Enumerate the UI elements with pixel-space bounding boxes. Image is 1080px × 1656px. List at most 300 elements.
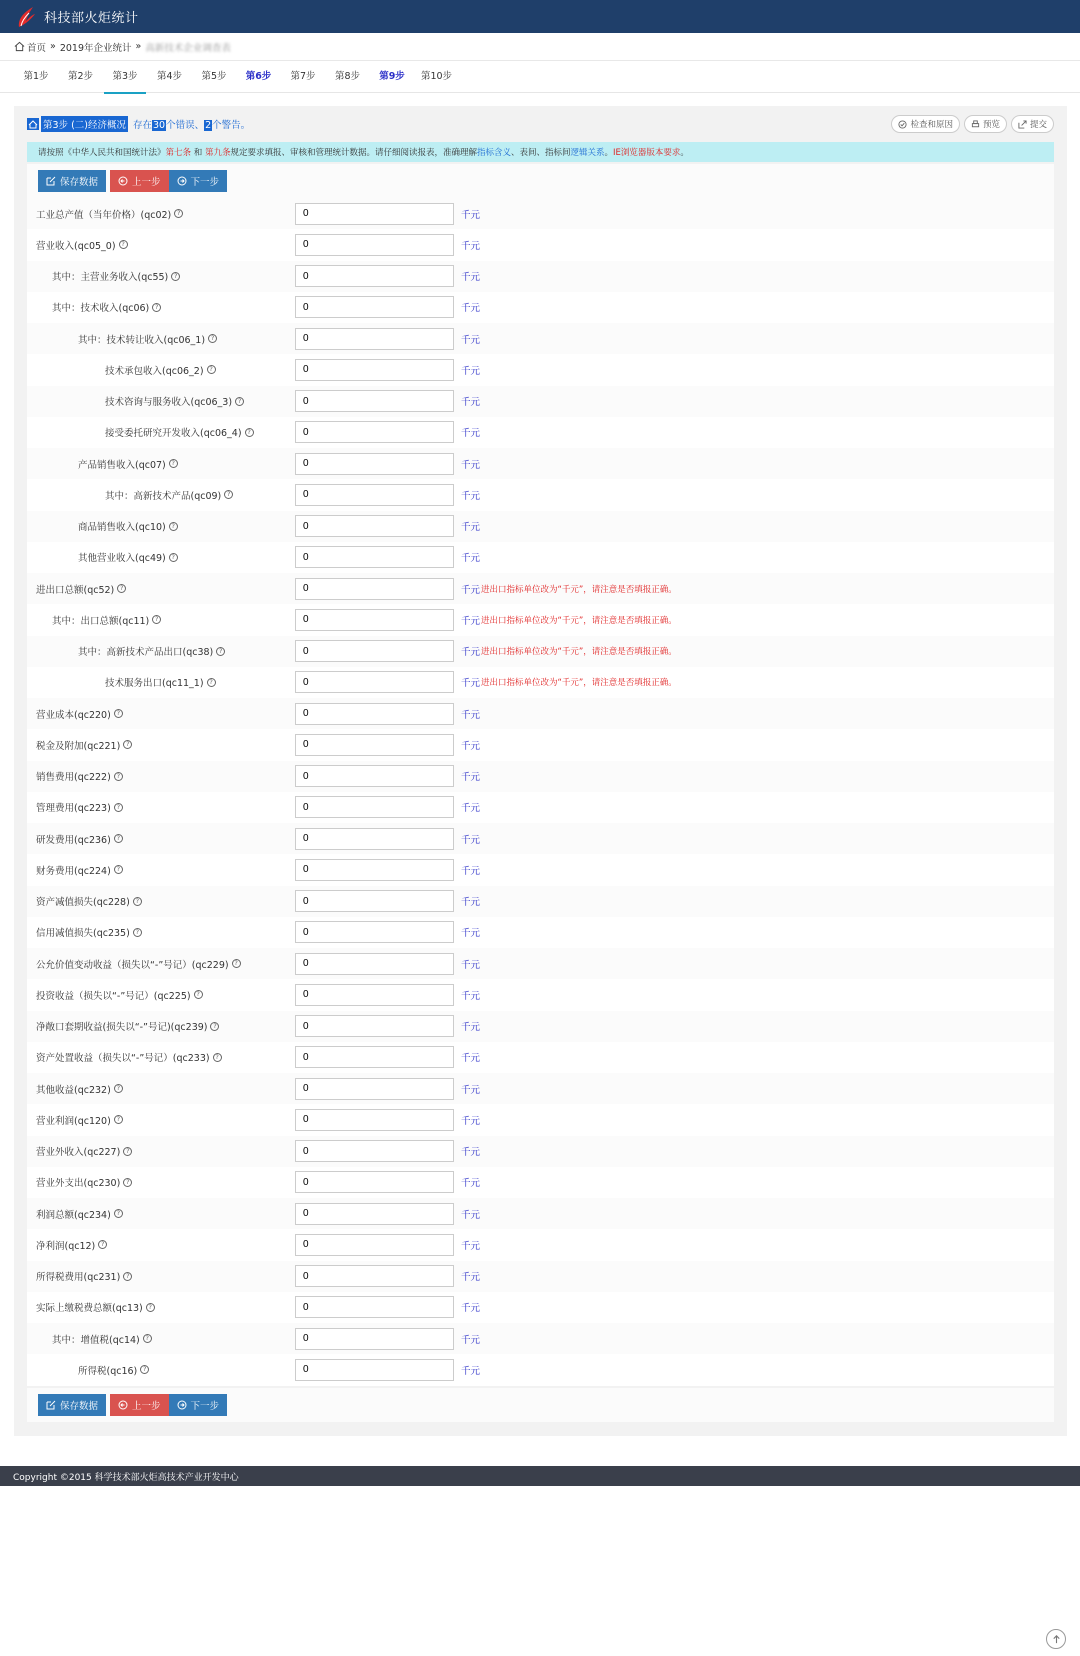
unit-label[interactable]: 千元 xyxy=(461,365,481,377)
field-label-text: 其中：高新技术产品出口(qc38) xyxy=(78,647,214,659)
field-label-text: 接受委托研究开发收入(qc06_4) xyxy=(105,428,242,440)
help-icon[interactable]: ? xyxy=(235,397,244,406)
field-label xyxy=(27,1019,219,1033)
help-icon[interactable]: ? xyxy=(114,865,123,874)
unit-label[interactable]: 千元 xyxy=(461,772,481,784)
form-row xyxy=(27,198,1054,229)
unit-label[interactable]: 千元 xyxy=(461,1303,481,1315)
form-row xyxy=(27,1292,1054,1323)
unit-label[interactable]: 千元 xyxy=(461,615,481,627)
notice-and: 和 xyxy=(191,148,205,158)
help-icon[interactable]: ? xyxy=(98,1240,107,1249)
help-icon[interactable]: ? xyxy=(169,522,178,531)
field-label xyxy=(27,1144,132,1158)
field-label-text: 净敞口套期收益(损失以“-”号记)(qc239) xyxy=(36,1022,208,1034)
field-input[interactable] xyxy=(295,828,454,850)
unit-label[interactable]: 千元 xyxy=(461,959,481,971)
unit-warning-text: 进出口指标单位改为“千元”，请注意是否填报正确。 xyxy=(481,584,677,595)
form-row xyxy=(27,667,1054,698)
form-row xyxy=(27,1167,1054,1198)
field-input[interactable] xyxy=(295,265,454,287)
check-circle-icon xyxy=(898,120,907,129)
top-bar xyxy=(0,0,1080,33)
stat-prefix: 存在 xyxy=(132,120,152,131)
prev-step-label: 上一步 xyxy=(132,1400,161,1412)
help-icon[interactable]: ? xyxy=(169,459,178,468)
save-label: 保存数据 xyxy=(60,1400,99,1412)
field-label xyxy=(27,519,178,533)
field-label-text: 其他收益(qc232) xyxy=(36,1084,111,1096)
field-input[interactable] xyxy=(295,390,454,412)
notice-article-7-link[interactable]: 第七条 xyxy=(165,148,192,158)
unit-label[interactable]: 千元 xyxy=(461,303,481,315)
field-label xyxy=(27,1332,152,1346)
field-input[interactable] xyxy=(295,1015,454,1037)
unit-label[interactable]: 千元 xyxy=(461,1178,481,1190)
help-icon[interactable]: ? xyxy=(216,647,225,656)
field-label xyxy=(27,550,178,564)
field-input[interactable] xyxy=(295,609,454,631)
section-title: 第3步 (二)经济概况 xyxy=(41,116,128,132)
unit-label[interactable]: 千元 xyxy=(461,678,481,690)
step-tab-8[interactable]: 第8步 xyxy=(334,70,361,82)
unit-label[interactable]: 千元 xyxy=(461,1272,481,1284)
step-tab-2[interactable]: 第2步 xyxy=(67,70,94,82)
field-label xyxy=(27,613,161,627)
field-label-text: 信用减值损失(qc235) xyxy=(36,928,130,940)
form-row xyxy=(27,323,1054,354)
field-input[interactable] xyxy=(295,453,454,475)
field-input[interactable] xyxy=(295,1328,454,1350)
unit-label[interactable]: 千元 xyxy=(461,490,481,502)
unit-label[interactable]: 千元 xyxy=(461,709,481,721)
form-row xyxy=(27,292,1054,323)
save-button-bottom[interactable] xyxy=(38,1394,106,1416)
field-input[interactable] xyxy=(295,640,454,662)
help-icon[interactable]: ? xyxy=(114,803,123,812)
field-input[interactable] xyxy=(295,859,454,881)
help-icon[interactable]: ? xyxy=(123,1147,132,1156)
next-step-label: 下一步 xyxy=(190,1400,220,1412)
edit-icon xyxy=(46,1400,56,1410)
help-icon[interactable]: ? xyxy=(133,928,142,937)
unit-label[interactable]: 千元 xyxy=(461,1147,481,1159)
help-icon[interactable]: ? xyxy=(232,959,241,968)
help-icon[interactable]: ? xyxy=(207,365,216,374)
field-input[interactable] xyxy=(295,671,454,693)
preview-button[interactable] xyxy=(964,115,1007,133)
field-label-text: 其他营业收入(qc49) xyxy=(78,553,166,565)
home-flag-icon xyxy=(27,118,39,130)
field-label xyxy=(27,1113,123,1127)
form-row xyxy=(27,604,1054,635)
form-row xyxy=(27,948,1054,979)
field-input[interactable] xyxy=(295,578,454,600)
field-input[interactable] xyxy=(295,484,454,506)
field-label-text: 公允价值变动收益（损失以“-”号记）(qc229) xyxy=(36,959,229,971)
field-input[interactable] xyxy=(295,1234,454,1256)
field-label xyxy=(27,863,123,877)
unit-label[interactable]: 千元 xyxy=(461,1084,481,1096)
unit-label[interactable]: 千元 xyxy=(461,1334,481,1346)
help-icon[interactable]: ? xyxy=(114,834,123,843)
field-label xyxy=(27,644,225,658)
next-step-button[interactable] xyxy=(169,170,228,192)
field-label-text: 其中：出口总额(qc11) xyxy=(52,615,150,627)
unit-label[interactable]: 千元 xyxy=(461,865,481,877)
economic-fields-list xyxy=(27,198,1054,1386)
form-row xyxy=(27,229,1054,260)
form-row xyxy=(27,1104,1054,1135)
help-icon[interactable]: ? xyxy=(123,1178,132,1187)
unit-label[interactable]: 千元 xyxy=(461,553,481,565)
prev-step-button-bottom[interactable] xyxy=(110,1394,169,1416)
unit-label[interactable]: 千元 xyxy=(461,803,481,815)
field-input[interactable] xyxy=(295,1109,454,1131)
step-tab-3[interactable]: 第3步 xyxy=(103,61,147,93)
field-input[interactable] xyxy=(295,359,454,381)
export-icon xyxy=(1018,120,1027,129)
unit-warning-text: 进出口指标单位改为“千元”，请注意是否填报正确。 xyxy=(481,615,677,626)
help-icon[interactable]: ? xyxy=(210,1022,219,1031)
field-input[interactable] xyxy=(295,765,454,787)
notice-text-4: 。 xyxy=(604,148,614,158)
form-row xyxy=(27,354,1054,385)
help-icon[interactable]: ? xyxy=(114,772,123,781)
unit-label[interactable]: 千元 xyxy=(461,1022,481,1034)
field-label-text: 其中：技术转让收入(qc06_1) xyxy=(78,334,206,346)
unit-label[interactable]: 千元 xyxy=(461,740,481,752)
help-icon[interactable]: ? xyxy=(208,334,217,343)
field-label xyxy=(27,769,123,783)
submit-button[interactable] xyxy=(1011,115,1054,133)
unit-label[interactable]: 千元 xyxy=(461,897,481,909)
step-tab-7[interactable]: 第7步 xyxy=(290,70,316,82)
field-label-text: 商品销售收入(qc10) xyxy=(78,522,166,534)
submit-label: 提交 xyxy=(1029,119,1047,129)
step-tab-9[interactable]: 第9步 xyxy=(379,70,405,82)
print-icon xyxy=(971,120,980,129)
back-to-top-button[interactable] xyxy=(1046,1629,1066,1649)
unit-warning-text: 进出口指标单位改为“千元”，请注意是否填报正确。 xyxy=(481,678,677,689)
field-label-text: 所得税(qc16) xyxy=(78,1365,138,1377)
field-label xyxy=(27,394,244,408)
field-label-text: 营业成本(qc220) xyxy=(36,709,111,721)
form-row xyxy=(27,417,1054,448)
field-label xyxy=(27,707,123,721)
form-row xyxy=(27,1354,1054,1385)
field-label xyxy=(27,488,233,502)
field-input[interactable] xyxy=(295,796,454,818)
field-input[interactable] xyxy=(295,984,454,1006)
step-tab-5[interactable]: 第5步 xyxy=(201,70,227,82)
unit-warning-text: 进出口指标单位改为“千元”，请注意是否填报正确。 xyxy=(481,647,677,658)
field-label xyxy=(27,238,128,252)
field-input[interactable] xyxy=(295,890,454,912)
notice-text-1: 请按照《中华人民共和国统计法》 xyxy=(38,148,166,158)
notice-text-5: 。 xyxy=(680,148,689,158)
help-icon[interactable]: ? xyxy=(117,584,126,593)
field-input[interactable] xyxy=(295,515,454,537)
top-action-bar xyxy=(27,164,1054,198)
field-input[interactable] xyxy=(295,1296,454,1318)
form-panel-inner xyxy=(27,114,1054,1422)
prev-step-label: 上一步 xyxy=(132,177,161,188)
help-icon[interactable]: ? xyxy=(213,1053,222,1062)
form-row xyxy=(27,1323,1054,1354)
form-row xyxy=(27,636,1054,667)
form-row xyxy=(27,1261,1054,1292)
field-input[interactable] xyxy=(295,953,454,975)
notice-ie-version-link[interactable]: IE浏览器版本要求 xyxy=(613,148,681,158)
error-count: 30 xyxy=(153,120,166,131)
field-label-text: 销售费用(qc222) xyxy=(36,772,111,784)
arrow-right-circle-icon xyxy=(177,176,187,186)
field-label-text: 进出口总额(qc52) xyxy=(36,584,115,596)
field-label-text: 利润总额(qc234) xyxy=(36,1209,111,1221)
notice-logic-link[interactable]: 逻辑关系 xyxy=(570,148,605,158)
warning-count: 2 xyxy=(205,120,212,131)
help-icon[interactable]: ? xyxy=(194,990,203,999)
form-row xyxy=(27,698,1054,729)
field-input[interactable] xyxy=(295,1078,454,1100)
step-tab-1[interactable]: 第1步 xyxy=(23,70,49,82)
field-label xyxy=(27,925,142,939)
form-row xyxy=(27,1042,1054,1073)
field-label xyxy=(27,332,217,346)
field-label xyxy=(27,1050,222,1064)
form-row xyxy=(27,1229,1054,1260)
help-icon[interactable]: ? xyxy=(114,1115,123,1124)
field-input[interactable] xyxy=(295,328,454,350)
help-icon[interactable]: ? xyxy=(152,303,161,312)
form-row xyxy=(27,386,1054,417)
unit-label[interactable]: 千元 xyxy=(461,459,481,471)
unit-label[interactable]: 千元 xyxy=(461,928,481,940)
next-step-label: 下一步 xyxy=(190,177,220,188)
field-label-text: 其中：主营业务收入(qc55) xyxy=(52,272,169,284)
field-input[interactable] xyxy=(295,1203,454,1225)
field-input[interactable] xyxy=(295,1046,454,1068)
form-row xyxy=(27,886,1054,917)
unit-label[interactable]: 千元 xyxy=(461,209,481,221)
field-label xyxy=(27,1363,149,1377)
field-label-text: 其中：技术收入(qc06) xyxy=(52,303,150,315)
step-tab-10[interactable]: 第10步 xyxy=(420,70,453,82)
field-label-text: 营业利润(qc120) xyxy=(36,1115,111,1127)
help-icon[interactable]: ? xyxy=(224,490,233,499)
notice-text-3: 、表间、指标间 xyxy=(510,148,571,158)
form-panel xyxy=(14,106,1067,1436)
field-label-text: 技术承包收入(qc06_2) xyxy=(105,365,204,377)
field-input[interactable] xyxy=(295,1265,454,1287)
field-label-text: 工业总产值（当年价格）(qc02) xyxy=(36,209,172,221)
field-label-text: 研发费用(qc236) xyxy=(36,834,111,846)
field-label xyxy=(27,1207,123,1221)
breadcrumb-current: 高新技术企业调查表 xyxy=(145,42,231,54)
unit-label[interactable]: 千元 xyxy=(461,834,481,846)
form-row xyxy=(27,792,1054,823)
field-label-text: 净利润(qc12) xyxy=(36,1240,96,1252)
footer xyxy=(0,1466,1080,1486)
notice-article-9-link[interactable]: 第九条 xyxy=(204,148,231,158)
field-input[interactable] xyxy=(295,1171,454,1193)
field-label-text: 资产处置收益（损失以“-”号记）(qc233) xyxy=(36,1053,210,1065)
form-row xyxy=(27,448,1054,479)
save-button[interactable] xyxy=(38,170,106,192)
breadcrumb xyxy=(0,33,1080,61)
unit-label[interactable]: 千元 xyxy=(461,1365,481,1377)
help-icon[interactable]: ? xyxy=(207,678,216,687)
arrow-left-circle-icon xyxy=(118,176,128,186)
field-label-text: 投资收益（损失以“-”号记）(qc225) xyxy=(36,990,191,1002)
field-label-text: 管理费用(qc223) xyxy=(36,803,111,815)
field-input[interactable] xyxy=(295,921,454,943)
field-label xyxy=(27,1082,123,1096)
form-row xyxy=(27,511,1054,542)
unit-label[interactable]: 千元 xyxy=(461,272,481,284)
field-label-text: 产品销售收入(qc07) xyxy=(78,459,166,471)
form-row xyxy=(27,261,1054,292)
form-row xyxy=(27,1198,1054,1229)
help-icon[interactable]: ? xyxy=(114,1084,123,1093)
field-label xyxy=(27,738,132,752)
breadcrumb-survey-link[interactable]: 2019年企业统计 xyxy=(59,42,132,54)
statistics-law-notice xyxy=(27,142,1054,162)
field-label-text: 营业外收入(qc227) xyxy=(36,1147,121,1159)
field-label xyxy=(27,582,126,596)
field-label xyxy=(27,1238,107,1252)
field-input[interactable] xyxy=(295,703,454,725)
form-row xyxy=(27,1011,1054,1042)
breadcrumb-home-link[interactable]: 首页 xyxy=(27,42,47,54)
unit-label[interactable]: 千元 xyxy=(461,522,481,534)
unit-label[interactable]: 千元 xyxy=(461,1053,481,1065)
help-icon[interactable]: ? xyxy=(119,240,128,249)
field-label xyxy=(27,988,203,1002)
check-reason-label: 检查和原因 xyxy=(910,119,953,129)
next-step-button-bottom[interactable] xyxy=(169,1394,228,1416)
field-input[interactable] xyxy=(295,1140,454,1162)
form-row xyxy=(27,479,1054,510)
unit-label[interactable]: 千元 xyxy=(461,397,481,409)
form-row xyxy=(27,761,1054,792)
field-label-text: 所得税费用(qc231) xyxy=(36,1272,121,1284)
unit-label[interactable]: 千元 xyxy=(461,240,481,252)
notice-indicator-meaning-link[interactable]: 指标含义 xyxy=(476,148,511,158)
field-label-text: 其中：高新技术产品(qc09) xyxy=(105,490,222,502)
help-icon[interactable]: ? xyxy=(152,615,161,624)
field-input[interactable] xyxy=(295,296,454,318)
form-row xyxy=(27,1136,1054,1167)
unit-label[interactable]: 千元 xyxy=(461,1115,481,1127)
field-label-text: 技术咨询与服务收入(qc06_3) xyxy=(105,397,233,409)
unit-label[interactable]: 千元 xyxy=(461,1240,481,1252)
field-label-text: 财务费用(qc224) xyxy=(36,865,111,877)
arrow-left-circle-icon xyxy=(118,1400,128,1410)
check-reason-button[interactable] xyxy=(891,115,960,133)
field-label xyxy=(27,300,161,314)
help-icon[interactable]: ? xyxy=(143,1334,152,1343)
field-label xyxy=(27,832,123,846)
field-label xyxy=(27,1300,155,1314)
help-icon[interactable]: ? xyxy=(245,428,254,437)
field-input[interactable] xyxy=(295,546,454,568)
unit-label[interactable]: 千元 xyxy=(461,647,481,659)
field-label xyxy=(27,425,254,439)
field-label xyxy=(27,457,178,471)
preview-label: 预览 xyxy=(982,119,1000,129)
help-icon[interactable]: ? xyxy=(133,897,142,906)
unit-label[interactable]: 千元 xyxy=(461,584,481,596)
field-label-text: 实际上缴税费总额(qc13) xyxy=(36,1303,143,1315)
field-input[interactable] xyxy=(295,234,454,256)
help-icon[interactable]: ? xyxy=(174,209,183,218)
field-label-text: 其中：增值税(qc14) xyxy=(52,1334,140,1346)
field-label xyxy=(27,1175,132,1189)
stat-suffix: 个警告。 xyxy=(212,120,251,131)
help-icon[interactable]: ? xyxy=(114,709,123,718)
form-row xyxy=(27,542,1054,573)
help-icon[interactable]: ? xyxy=(171,272,180,281)
help-icon[interactable]: ? xyxy=(169,553,178,562)
prev-step-button[interactable] xyxy=(110,170,169,192)
help-icon[interactable]: ? xyxy=(140,1365,149,1374)
field-label xyxy=(27,894,142,908)
field-label-text: 营业收入(qc05_0) xyxy=(36,240,116,252)
field-input[interactable] xyxy=(295,421,454,443)
copyright-text: Copyright ©2015 科学技术部火炬高技术产业开发中心 xyxy=(13,1472,239,1483)
field-input[interactable] xyxy=(295,734,454,756)
form-row xyxy=(27,979,1054,1010)
field-label xyxy=(27,363,216,377)
unit-label[interactable]: 千元 xyxy=(461,990,481,1002)
unit-label[interactable]: 千元 xyxy=(461,334,481,346)
notice-text-2: 规定要求填报、审核和管理统计数据。请仔细阅读报表，准确理解 xyxy=(230,148,477,158)
help-icon[interactable]: ? xyxy=(123,1272,132,1281)
bottom-action-bar xyxy=(27,1388,1054,1422)
stat-mid: 个错误、 xyxy=(166,120,205,131)
field-label-text: 技术服务出口(qc11_1) xyxy=(105,678,204,690)
step-tab-6[interactable]: 第6步 xyxy=(245,70,272,82)
form-row xyxy=(27,729,1054,760)
field-label-text: 资产减值损失(qc228) xyxy=(36,897,130,909)
validation-summary[interactable] xyxy=(133,117,250,131)
app-title: 科技部火炬统计 xyxy=(44,11,139,26)
home-icon xyxy=(14,41,25,52)
title-actions xyxy=(891,115,1054,133)
step-tab-4[interactable]: 第4步 xyxy=(156,70,183,82)
form-row xyxy=(27,917,1054,948)
unit-label[interactable]: 千元 xyxy=(461,1209,481,1221)
form-row xyxy=(27,1073,1054,1104)
field-label xyxy=(27,957,241,971)
torch-logo-icon xyxy=(14,5,38,29)
help-icon[interactable]: ? xyxy=(146,1303,155,1312)
step-tabs xyxy=(0,61,1080,93)
help-icon[interactable]: ? xyxy=(123,740,132,749)
field-input[interactable] xyxy=(295,203,454,225)
help-icon[interactable]: ? xyxy=(114,1209,123,1218)
field-label xyxy=(27,269,180,283)
field-label xyxy=(27,1269,132,1283)
field-label-text: 营业外支出(qc230) xyxy=(36,1178,121,1190)
section-title-row xyxy=(27,114,1054,134)
field-label xyxy=(27,675,216,689)
field-label xyxy=(27,207,183,221)
field-input[interactable] xyxy=(295,1359,454,1381)
unit-label[interactable]: 千元 xyxy=(461,428,481,440)
